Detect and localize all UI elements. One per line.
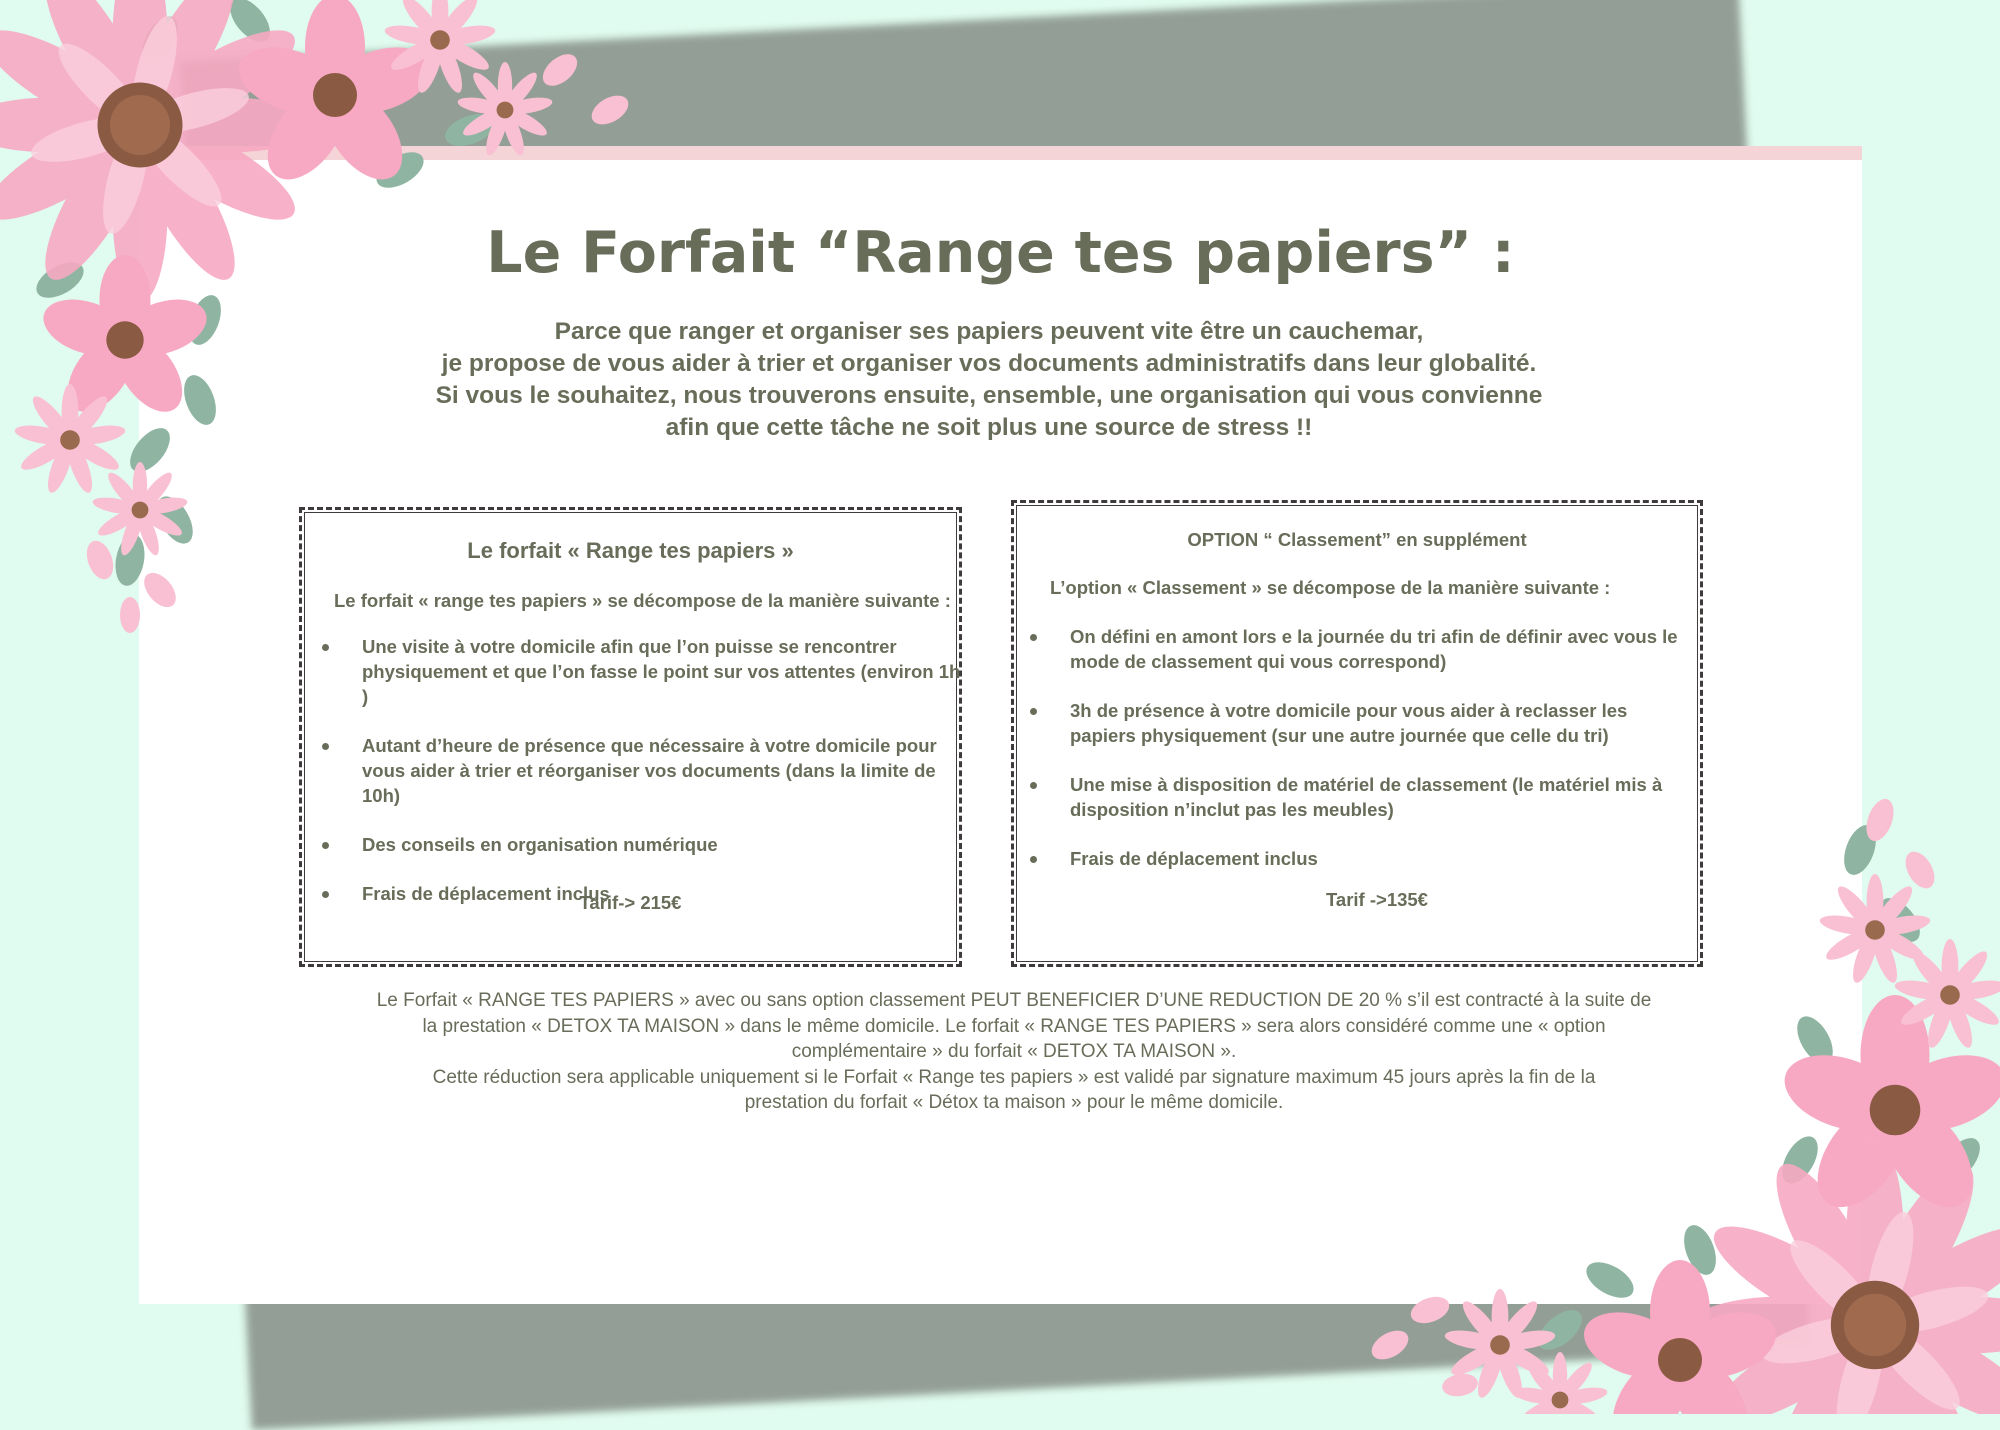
bullet-icon [322,644,329,651]
option-intro: L’option « Classement » se décompose de la manière suivante : [1050,577,1611,598]
bullet-icon [322,743,329,750]
option-box [1011,500,1703,967]
list-item: Frais de déplacement inclus [1030,846,1690,871]
bullet-icon [1030,708,1037,715]
intro-line: afin que cette tâche ne soit plus une source de stress !! [665,414,1313,441]
list-item: Une mise à disposition de matériel de classement (le matériel mis à disposition n’inclut pas les meubles) [1030,772,1690,822]
list-item: On défini en amont lors e la journée du tri afin de définir avec vous le mode de classement qui vous correspond) [1030,624,1690,674]
footnote-line: prestation du forfait « Détox ta maison » pour le même domicile. [744,1092,1284,1113]
page-title: Le Forfait “Range tes papiers” : [486,220,1515,286]
forfait-box [299,507,962,967]
forfait-title: Le forfait « Range tes papiers » [467,538,794,563]
intro-line: je propose de vous aider à trier et organiser vos documents administratifs dans leur globalité. [441,350,1537,377]
option-tarif: Tarif ->135€ [1326,889,1428,910]
list-item: Frais de déplacement inclus [322,881,962,906]
intro-paragraph [339,316,1639,444]
forfait-list [322,634,962,930]
footnote-line: la prestation « DETOX TA MAISON » dans le même domicile. Le forfait « RANGE TES PAPIERS » sera alors considéré comme une « option [422,1015,1606,1037]
document-page [139,146,1862,1304]
footnote-line: Cette réduction sera applicable uniquement si le Forfait « Range tes papiers » est validé par signature maximum 45 jours après la fin de la [432,1066,1596,1088]
bullet-icon [1030,782,1037,789]
list-item: Des conseils en organisation numérique [322,832,962,857]
footnote-paragraph [349,988,1679,1116]
forfait-intro: Le forfait « range tes papiers » se décompose de la manière suivante : [334,590,951,611]
option-title: OPTION “ Classement” en supplément [1187,529,1527,550]
option-list [1030,624,1690,895]
list-item: Autant d’heure de présence que nécessaire à votre domicile pour vous aider à trier et réorganiser vos documents (dans la limite de 10h) [322,733,962,808]
bullet-icon [1030,856,1037,863]
footnote-line: complémentaire » du forfait « DETOX TA MAISON ». [791,1041,1237,1062]
intro-line: Si vous le souhaitez, nous trouverons ensuite, ensemble, une organisation qui vous convienne [435,382,1543,409]
footnote-line: Le Forfait « RANGE TES PAPIERS » avec ou sans option classement PEUT BENEFICIER D’UNE REDUCTION DE 20 % s’il est contracté à la suite de [376,990,1652,1011]
list-item: Une visite à votre domicile afin que l’on puisse se rencontrer physiquement et que l’on fasse le point sur vos attentes (environ 1h ) [322,634,962,709]
forfait-tarif: Tarif-> 215€ [579,892,682,913]
bullet-icon [1030,634,1037,641]
bullet-icon [322,842,329,849]
intro-line: Parce que ranger et organiser ses papiers peuvent vite être un cauchemar, [554,318,1424,345]
list-item: 3h de présence à votre domicile pour vous aider à reclasser les papiers physiquement (sur une autre journée que celle du tri) [1030,698,1690,748]
